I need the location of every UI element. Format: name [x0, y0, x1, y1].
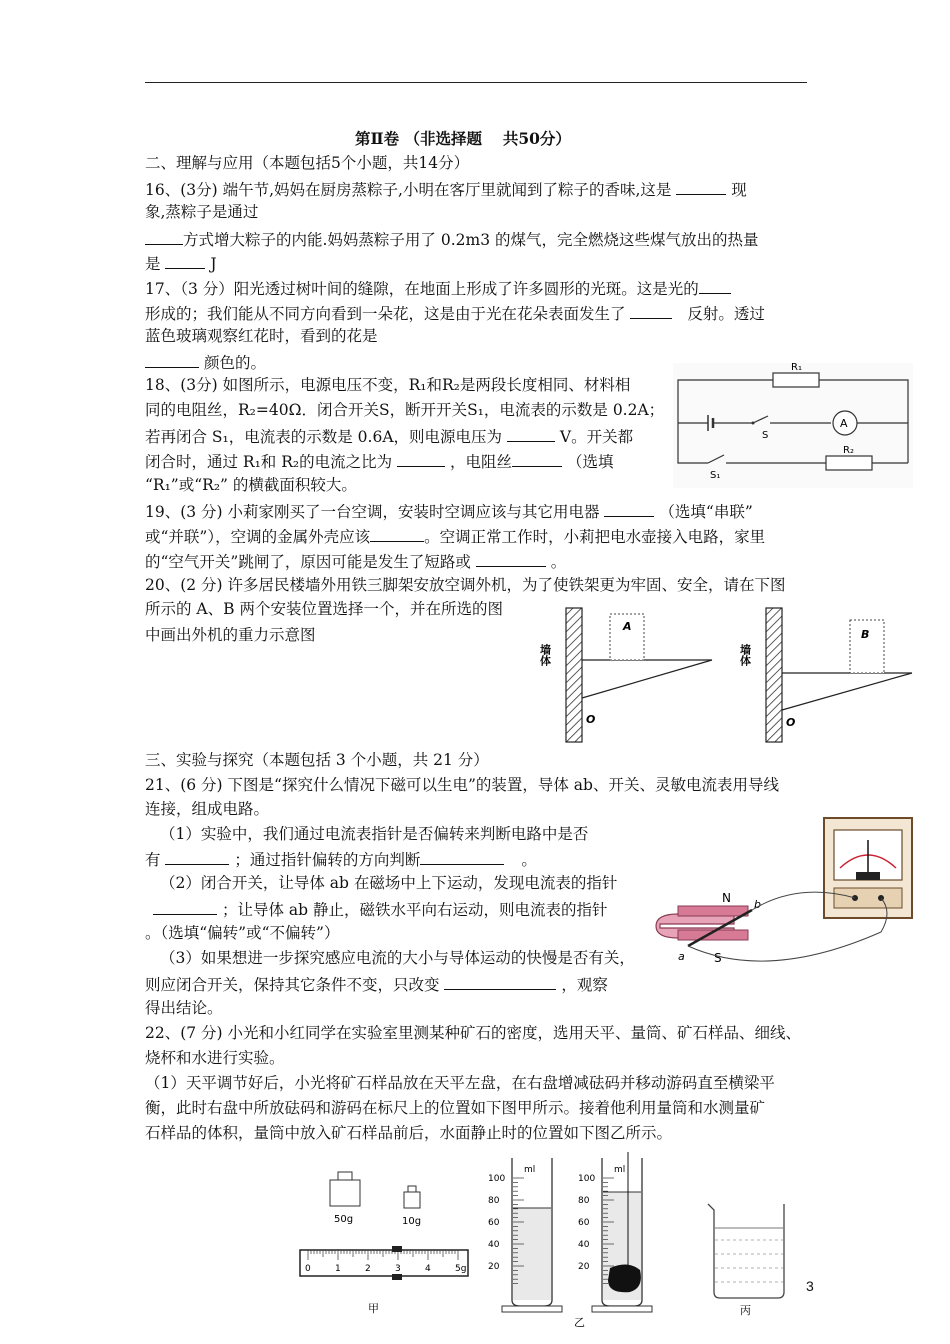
q19-line3 — [145, 548, 566, 574]
label-o: O — [786, 716, 796, 729]
cylinder-tick-label: 60 — [488, 1218, 500, 1228]
q21-text-1: 有 — [145, 851, 161, 869]
q22-line4: 衡，此时右盘中所放砝码和游码在标尺上的位置如下图甲所示。接着他利用量筒和水测量矿 — [145, 1099, 766, 1117]
label-o: O — [586, 713, 596, 726]
q21-line9 — [145, 971, 608, 997]
q16-line1 — [145, 176, 747, 202]
q17-line4 — [145, 349, 266, 375]
q18-text-4: ，电阻丝 — [450, 453, 513, 471]
caption-jia: 甲 — [368, 1302, 379, 1315]
ore-sample-icon — [608, 1264, 641, 1292]
beaker-icon — [708, 1204, 784, 1298]
q21-line2: 连接，组成电路。 — [145, 800, 270, 818]
caption-bing: 丙 — [740, 1304, 751, 1317]
q18-text-2: V。开关都 — [559, 428, 634, 446]
q16-line4 — [145, 250, 217, 276]
q17-text-1: 17、（3 分）阳光透过树叶间的缝隙，在地面上形成了许多圆形的光斑。这是光的 — [145, 280, 699, 298]
q17-text-3: 反射。透过 — [687, 305, 765, 323]
answer-blank[interactable] — [145, 226, 183, 245]
wall-label: 墙体 — [738, 644, 752, 666]
ruler-tick-label: 0 — [305, 1264, 311, 1274]
cylinder-before — [488, 1158, 562, 1312]
cylinder-tick-label: 40 — [578, 1240, 590, 1250]
cylinder-tick-label: 20 — [578, 1262, 590, 1272]
q19-line1 — [145, 498, 753, 524]
ruler-tick-label: 3 — [395, 1264, 401, 1274]
q20-line2: 所示的 A、B 两个安装位置选择一个，并在所选的图 — [145, 600, 503, 618]
wall-icon — [566, 608, 582, 742]
answer-blank[interactable] — [145, 349, 199, 368]
cylinder-tick-label: 80 — [488, 1196, 500, 1206]
q19-text-6: 。 — [550, 553, 567, 571]
b-label: b — [754, 898, 761, 911]
q21-line5: （2）闭合开关，让导体 ab 在磁场中上下运动，发现电流表的指针 — [160, 874, 618, 892]
q21-line6 — [145, 896, 607, 922]
q18-text-1: 若再闭合 S₁，电流表的示数是 0.6A，则电源电压为 — [145, 428, 503, 446]
ruler-tick-label: 4 — [425, 1264, 431, 1274]
r2-label: R₂ — [843, 445, 854, 456]
q21-line3: （1）实验中，我们通过电流表指针是否偏转来判断电路中是否 — [160, 825, 589, 843]
q21-line8: （3）如果想进一步探究感应电流的大小与导体运动的快慢是否有关， — [160, 949, 635, 967]
ruler-tick-label: 5g — [455, 1264, 467, 1274]
q17-line1 — [145, 275, 731, 301]
beaker-figure-bing — [700, 1198, 800, 1318]
q22-line2: 烧杯和水进行实验。 — [145, 1049, 285, 1067]
q21-text-6: ，观察 — [561, 976, 608, 994]
weight-10g-icon — [404, 1192, 420, 1208]
q17-line3: 蓝色玻璃观察红花时，看到的花是 — [145, 327, 378, 345]
q20-line3: 中画出外机的重力示意图 — [145, 626, 316, 644]
induction-apparatus — [648, 812, 918, 972]
mass-10g: 10g — [402, 1216, 422, 1227]
q22-line5: 石样品的体积，量筒中放入矿石样品前后，水面静止时的位置如下图乙所示。 — [145, 1124, 673, 1142]
ruler-tick-label: 2 — [365, 1264, 371, 1274]
weight-50g-icon — [330, 1180, 360, 1206]
answer-blank[interactable] — [420, 846, 504, 865]
answer-blank[interactable] — [165, 846, 229, 865]
answer-blank[interactable] — [370, 523, 424, 542]
section-title: 第Ⅱ卷 （非选择题 共50分） — [355, 129, 571, 148]
answer-blank[interactable] — [476, 548, 546, 567]
resistor-r1 — [773, 373, 819, 387]
balance-figure-jia — [296, 1162, 476, 1322]
q18-line4 — [145, 448, 613, 474]
q17-line2 — [145, 300, 765, 326]
ml-label: ml — [614, 1165, 626, 1175]
q16-line3 — [145, 226, 759, 252]
q16-text-3: 方式增大粽子的内能.妈妈蒸粽子用了 0.2m3 的煤气，完全燃烧这些煤气放出的热量 — [183, 231, 759, 249]
ml-label: ml — [524, 1165, 536, 1175]
q21-text-4: ；让导体 ab 静止，磁铁水平向右运动，则电流表的指针 — [221, 901, 608, 919]
caption-yi: 乙 — [574, 1316, 585, 1329]
wall-label: 墙体 — [538, 644, 552, 666]
s-label: S — [762, 430, 769, 441]
cylinder-tick-label: 60 — [578, 1218, 590, 1228]
mass-50g: 50g — [334, 1214, 354, 1225]
ruler-tick-label: 1 — [335, 1264, 341, 1274]
q16-text-1: 16、(3分) 端午节,妈妈在厨房蒸粽子,小明在客厅里就闻到了粽子的香味,这是 — [145, 181, 672, 199]
q18-text-5: （选填 — [566, 453, 614, 471]
q18-text-3: 闭合时，通过 R₁和 R₂的电流之比为 — [145, 453, 393, 471]
cylinder-figure-yi — [480, 1150, 680, 1330]
cylinder-tick-label: 80 — [578, 1196, 590, 1206]
q21-line4 — [145, 846, 537, 872]
q16-text-4: 是 — [145, 255, 161, 273]
q20-line1: 20、(2 分) 许多居民楼墙外用铁三脚架安放空调外机，为了使铁架更为牢固、安全，请在下图 — [145, 576, 786, 594]
q18-line1: 18、(3分) 如图所示，电源电压不变，R₁和R₂是两段长度相同、材料相 — [145, 376, 631, 394]
q19-text-5: 的“空气开关”跳闸了，原因可能是发生了短路或 — [145, 553, 471, 571]
n-label: N — [722, 891, 731, 905]
bracket-figure-b — [740, 598, 920, 748]
q21-line1: 21、(6 分) 下图是“探究什么情况下磁可以生电”的装置，导体 ab、开关、灵敏电流表用导线 — [145, 776, 779, 794]
cylinder-tick-label: 20 — [488, 1262, 500, 1272]
label-b: B — [861, 628, 870, 641]
q19-text-3: 或“并联”），空调的金属外壳应该 — [145, 528, 371, 546]
resistor-r2 — [826, 456, 872, 470]
q16-line2: 象,蒸粽子是通过 — [145, 203, 259, 221]
answer-blank[interactable] — [444, 971, 556, 990]
cylinder-tick-label: 40 — [488, 1240, 500, 1250]
part3-heading: 三、实验与探究（本题包括 3 个小题，共 21 分） — [145, 751, 489, 769]
q21-line10: 得出结论。 — [145, 999, 223, 1017]
s1-label: S₁ — [710, 470, 721, 481]
page-number: 3 — [806, 1278, 814, 1294]
q22-line1: 22、(7 分) 小光和小红同学在实验室里测某种矿石的密度，选用天平、量筒、矿石样品、细线、 — [145, 1024, 802, 1042]
q18-line3 — [145, 423, 633, 449]
answer-blank[interactable] — [512, 448, 562, 467]
s-label: S — [714, 951, 722, 965]
q17-text-2: 形成的；我们能从不同方向看到一朵花，这是由于光在花朵表面发生了 — [145, 305, 626, 323]
answer-blank[interactable] — [397, 448, 445, 467]
answer-blank[interactable] — [604, 498, 654, 517]
part2-heading: 二、理解与应用（本题包括5个小题，共14分） — [145, 154, 470, 172]
q18-line5: “R₁”或“R₂” 的横截面积较大。 — [145, 476, 357, 494]
q19-text-4: 。空调正常工作时，小莉把电水壶接入电路，家里 — [424, 528, 766, 546]
header-rule — [145, 82, 807, 83]
q16-text-2: 现 — [731, 181, 747, 199]
q16-text-5: J — [210, 255, 217, 273]
cylinder-after — [578, 1152, 652, 1312]
cylinder-tick-label: 100 — [578, 1174, 596, 1184]
label-a: A — [623, 620, 632, 633]
bracket-figure-a — [540, 598, 720, 748]
answer-blank[interactable] — [153, 896, 217, 915]
answer-blank[interactable] — [676, 176, 726, 195]
ammeter-label: A — [840, 417, 848, 430]
answer-blank[interactable] — [630, 300, 672, 319]
answer-blank[interactable] — [699, 275, 731, 294]
q19-text-2: （选填“串联” — [659, 503, 753, 521]
answer-blank[interactable] — [165, 250, 205, 269]
q17-text-4: 颜色的。 — [203, 354, 266, 372]
q21-text-3: 。 — [521, 851, 537, 869]
circuit-diagram — [668, 358, 918, 493]
answer-blank[interactable] — [507, 423, 555, 442]
a-label: a — [678, 950, 685, 963]
q19-text-1: 19、(3 分) 小莉家刚买了一台空调，安装时空调应该与其它用电器 — [145, 503, 600, 521]
wall-icon — [766, 608, 782, 742]
q21-text-5: 则应闭合开关，保持其它条件不变，只改变 — [145, 976, 440, 994]
rider-icon — [392, 1246, 402, 1252]
q19-line2 — [145, 523, 765, 549]
r1-label: R₁ — [791, 362, 802, 373]
q18-line2: 同的电阻丝，R₂=40Ω．闭合开关S，断开开关S₁，电流表的示数是 0.2A； — [145, 401, 665, 419]
q21-line7: 。（选填“偏转”或“不偏转”） — [145, 924, 340, 942]
q21-text-2: ；通过指针偏转的方向判断 — [234, 851, 421, 869]
q22-line3: （1）天平调节好后，小光将矿石样品放在天平左盘，在右盘增减砝码并移动游码直至横梁平 — [145, 1074, 775, 1092]
cylinder-tick-label: 100 — [488, 1174, 506, 1184]
